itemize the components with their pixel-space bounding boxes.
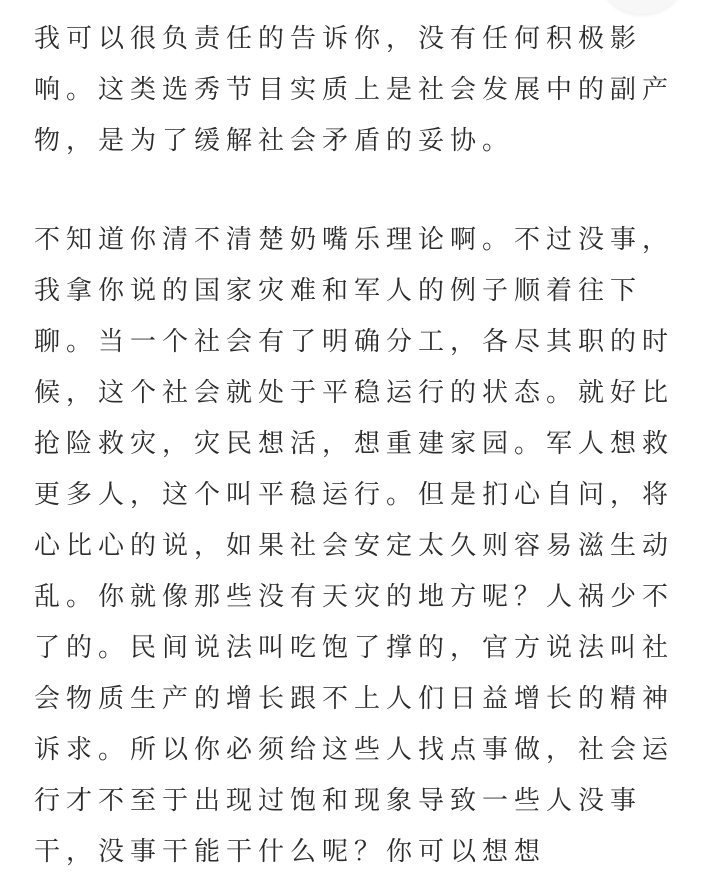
text-line: 了的。民间说法叫吃饱了撑的，官方说法叫社: [34, 633, 675, 663]
text-line: 干，没事干能干什么呢？你可以想想: [34, 837, 547, 867]
text-line: 不知道你清不清楚奶嘴乐理论啊。不过没事，: [34, 225, 675, 255]
text-line: 更多人，这个叫平稳运行。但是扪心自问，将: [34, 480, 675, 510]
answer-body: [34, 14, 684, 878]
text-line: 我拿你说的国家灾难和军人的例子顺着往下: [34, 276, 643, 306]
text-line: 诉求。所以你必须给这些人找点事做，社会运: [34, 735, 675, 765]
paragraph-2: [34, 215, 684, 878]
paragraph-spacer: [34, 167, 684, 215]
floating-circle-button[interactable]: [602, 0, 682, 14]
text-line: 响。这类选秀节目实质上是社会发展中的副产: [34, 75, 675, 105]
text-line: 聊。当一个社会有了明确分工，各尽其职的时: [34, 327, 675, 357]
text-line: 我可以很负责任的告诉你，没有任何积极影: [34, 24, 643, 54]
text-line: 行才不至于出现过饱和现象导致一些人没事: [34, 786, 643, 816]
text-line: 乱。你就像那些没有天灾的地方呢？人祸少不: [34, 582, 675, 612]
text-line: 候，这个社会就处于平稳运行的状态。就好比: [34, 378, 675, 408]
text-line: 会物质生产的增长跟不上人们日益增长的精神: [34, 684, 675, 714]
text-line: 心比心的说，如果社会安定太久则容易滋生动: [34, 531, 675, 561]
text-line: 抢险救灾，灾民想活，想重建家园。军人想救: [34, 429, 675, 459]
paragraph-1: [34, 14, 684, 167]
text-line: 物，是为了缓解社会矛盾的妥协。: [34, 126, 515, 156]
